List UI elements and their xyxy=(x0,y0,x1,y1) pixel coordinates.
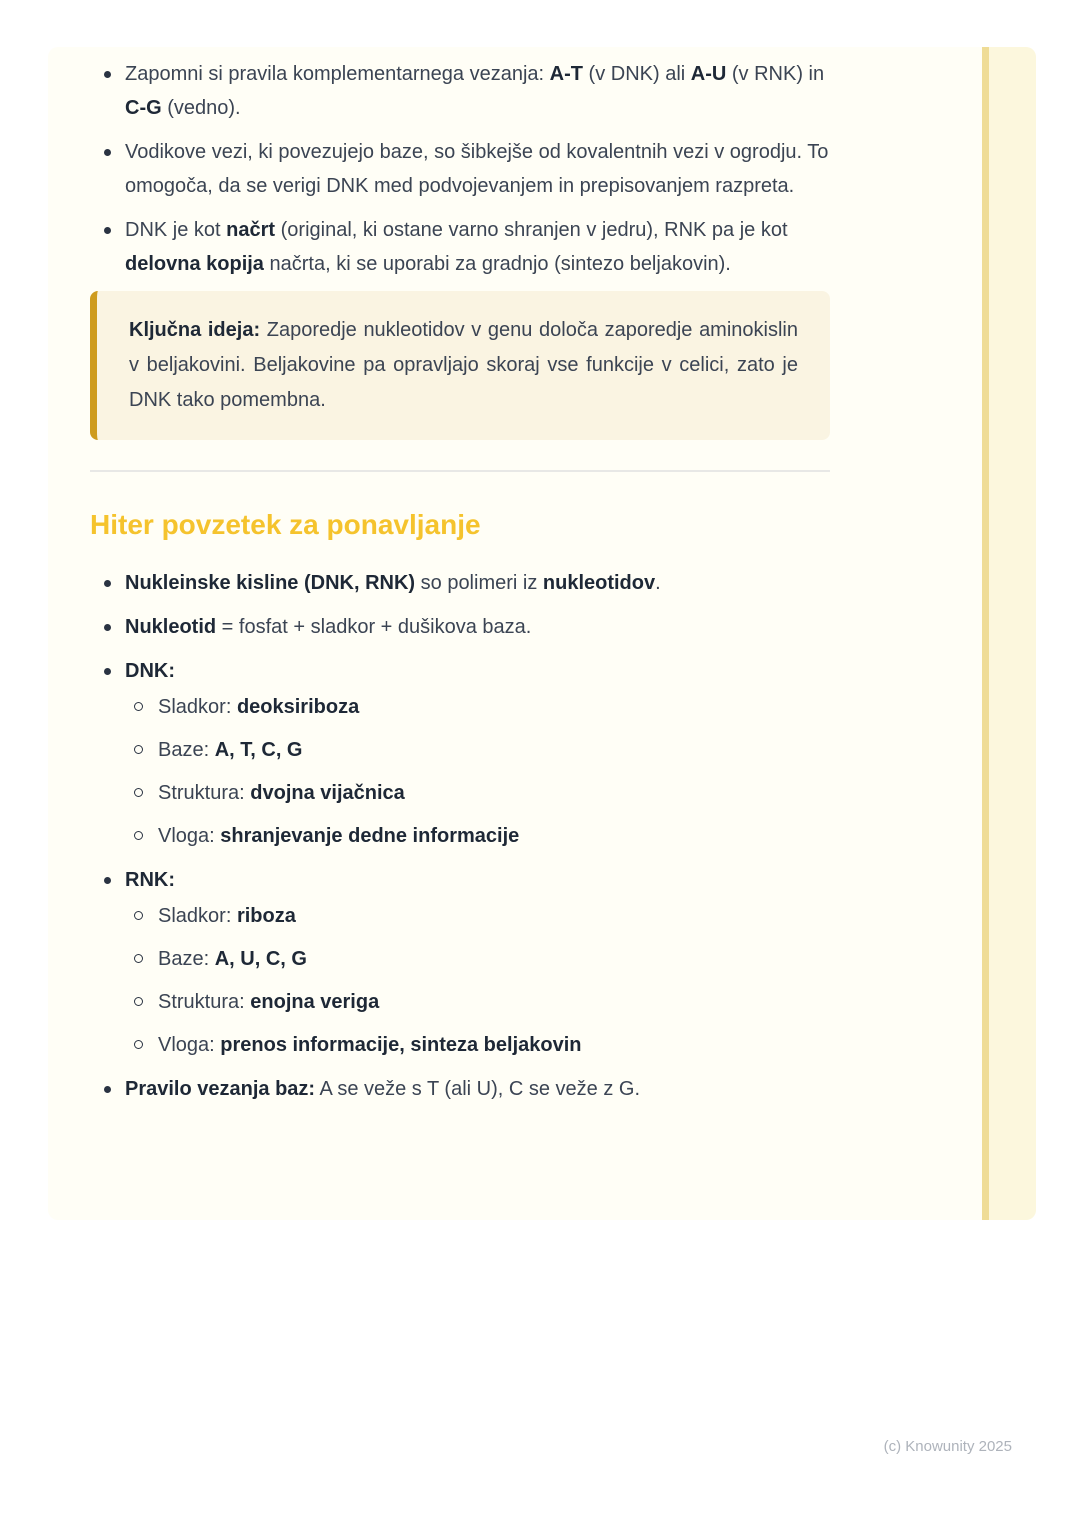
summary-bullet-list xyxy=(90,566,830,1106)
list-item xyxy=(90,1072,830,1106)
key-idea-callout xyxy=(90,291,830,440)
list-item-rnk xyxy=(90,863,830,1062)
sub-list-item xyxy=(125,690,830,724)
sub-list-item xyxy=(125,776,830,810)
sub-list-item xyxy=(125,819,830,853)
list-item-dnk xyxy=(90,654,830,853)
list-item-text: RNK: xyxy=(125,869,175,891)
list-item xyxy=(90,566,830,600)
list-item-text: Nukleinske kisline (DNK, RNK) so polimeri iz nukleotidov. xyxy=(125,572,661,594)
intro-bullet-list xyxy=(90,57,830,281)
list-item-text: Sladkor: deoksiriboza xyxy=(158,696,360,718)
list-item xyxy=(90,57,830,125)
sub-list-item xyxy=(125,985,830,1019)
list-item-text: Pravilo vezanja baz: A se veže s T (ali U), C se veže z G. xyxy=(125,1078,641,1100)
list-item-text: Baze: A, U, C, G xyxy=(158,948,307,970)
sub-list-item xyxy=(125,899,830,933)
list-item-text: Vodikove vezi, ki povezujejo baze, so šibkejše od kovalentnih vezi v ogrodju. To omogoča, da se verigi DNK med podvojevanjem in prepisovanjem razpreta. xyxy=(125,141,829,197)
page-edge-decoration xyxy=(982,47,1036,1220)
rnk-sub-list xyxy=(125,899,830,1062)
list-item-text: Nukleotid = fosfat + sladkor + dušikova baza. xyxy=(125,616,532,638)
section-heading: Hiter povzetek za ponavljanje xyxy=(90,509,481,540)
document-page-card xyxy=(48,47,1036,1220)
list-item xyxy=(90,610,830,644)
list-item-text: Baze: A, T, C, G xyxy=(158,739,303,761)
callout-text: Ključna ideja: Zaporedje nukleotidov v genu določa zaporedje aminokislin v beljakovini. Beljakovine pa opravljajo skoraj vse funkcije v celici, zato je DNK tako pomembna. xyxy=(129,319,798,411)
section-divider xyxy=(90,470,830,472)
list-item-text: DNK je kot načrt (original, ki ostane varno shranjen v jedru), RNK pa je kot delovna kopija načrta, ki se uporabi za gradnjo (sintezo beljakovin). xyxy=(125,219,788,275)
copyright-notice: (c) Knowunity 2025 xyxy=(883,1438,1012,1455)
dnk-sub-list xyxy=(125,690,830,853)
list-item xyxy=(90,135,830,203)
sub-list-item xyxy=(125,1028,830,1062)
sub-list-item xyxy=(125,733,830,767)
list-item-text: Vloga: shranjevanje dedne informacije xyxy=(158,825,520,847)
list-item-text: Zapomni si pravila komplementarnega vezanja: A-T (v DNK) ali A-U (v RNK) in C-G (vedno). xyxy=(125,63,825,119)
sub-list-item xyxy=(125,942,830,976)
list-item-text: Sladkor: riboza xyxy=(158,905,296,927)
list-item-text: Vloga: prenos informacije, sinteza beljakovin xyxy=(158,1034,582,1056)
list-item-text: Struktura: dvojna vijačnica xyxy=(158,782,405,804)
list-item-text: Struktura: enojna veriga xyxy=(158,991,380,1013)
page-content xyxy=(90,57,830,1116)
list-item xyxy=(90,213,830,281)
list-item-text: DNK: xyxy=(125,660,175,682)
